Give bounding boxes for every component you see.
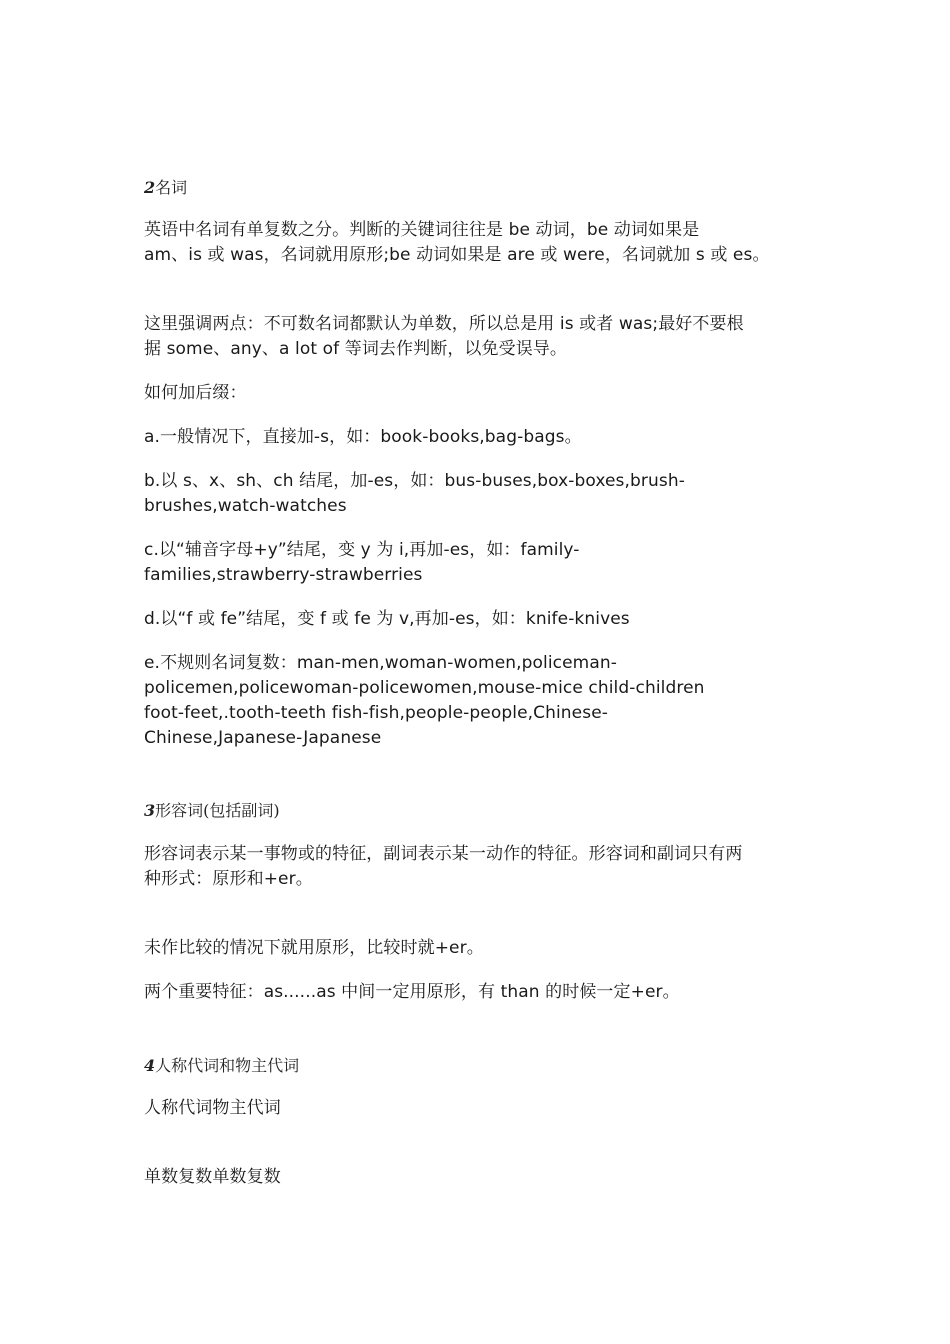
section-title: 人称代词和物主代词 xyxy=(155,1056,300,1075)
section-number: 4 xyxy=(144,1056,156,1075)
text-line: am、is 或 was，名词就用原形;be 动词如果是 are 或 were，名词就加 s 或 es。 xyxy=(144,245,770,265)
text-line: 英语中名词有单复数之分。判断的关键词往往是 be 动词，be 动词如果是 xyxy=(144,220,700,240)
paragraph-number-types xyxy=(144,1165,816,1190)
text-line: d.以“f 或 fe”结尾，变 f 或 fe 为 v,再加-es，如：knife-knives xyxy=(144,609,630,629)
rule-c xyxy=(144,538,816,588)
rule-a xyxy=(144,425,816,450)
paragraph-adjectives-intro xyxy=(144,842,816,892)
paragraph-nouns-intro xyxy=(144,218,816,268)
rule-b xyxy=(144,469,816,519)
rule-e xyxy=(144,651,816,751)
paragraph-nouns-emphasis xyxy=(144,312,816,362)
text-line: 如何加后缀： xyxy=(144,383,247,403)
text-line: 种形式：原形和+er。 xyxy=(144,869,313,889)
text-line: brushes,watch-watches xyxy=(144,496,347,516)
text-line: 据 some、any、a lot of 等词去作判断，以免受误导。 xyxy=(144,339,568,359)
text-line: 这里强调两点：不可数名词都默认为单数，所以总是用 is 或者 was;最好不要根 xyxy=(144,314,744,334)
text-line: 单数复数单数复数 xyxy=(144,1167,281,1187)
text-line: Chinese,Japanese-Japanese xyxy=(144,728,382,748)
text-line: foot-feet,.tooth-teeth fish-fish,people-people,Chinese- xyxy=(144,703,608,723)
text-line: 人称代词物主代词 xyxy=(144,1098,281,1118)
rule-d xyxy=(144,607,816,632)
section-heading-nouns xyxy=(144,178,816,198)
section-number: 3 xyxy=(144,801,156,820)
text-line: e.不规则名词复数：man-men,woman-women,policeman- xyxy=(144,653,617,673)
text-line: policemen,policewoman-policewomen,mouse-mice child-children xyxy=(144,678,705,698)
section-title: 形容词(包括副词) xyxy=(155,801,280,820)
paragraph-suffix-title xyxy=(144,381,816,406)
paragraph-pronoun-types xyxy=(144,1096,816,1121)
section-title: 名词 xyxy=(155,178,188,197)
section-number: 2 xyxy=(144,178,156,197)
text-line: 未作比较的情况下就用原形，比较时就+er。 xyxy=(144,938,484,958)
text-line: c.以“辅音字母+y”结尾，变 y 为 i,再加-es，如：family- xyxy=(144,540,580,560)
paragraph-adjectives-features xyxy=(144,980,816,1005)
section-heading-adjectives xyxy=(144,801,816,821)
text-line: b.以 s、x、sh、ch 结尾，加-es，如：bus-buses,box-boxes,brush- xyxy=(144,471,685,491)
text-line: 形容词表示某一事物或的特征，副词表示某一动作的特征。形容词和副词只有两 xyxy=(144,844,743,864)
text-line: families,strawberry-strawberries xyxy=(144,565,423,585)
text-line: a.一般情况下，直接加-s，如：book-books,bag-bags。 xyxy=(144,427,582,447)
text-line: 两个重要特征：as......as 中间一定用原形，有 than 的时候一定+er。 xyxy=(144,982,680,1002)
section-heading-pronouns xyxy=(144,1056,816,1076)
paragraph-adjectives-comparison xyxy=(144,936,816,961)
